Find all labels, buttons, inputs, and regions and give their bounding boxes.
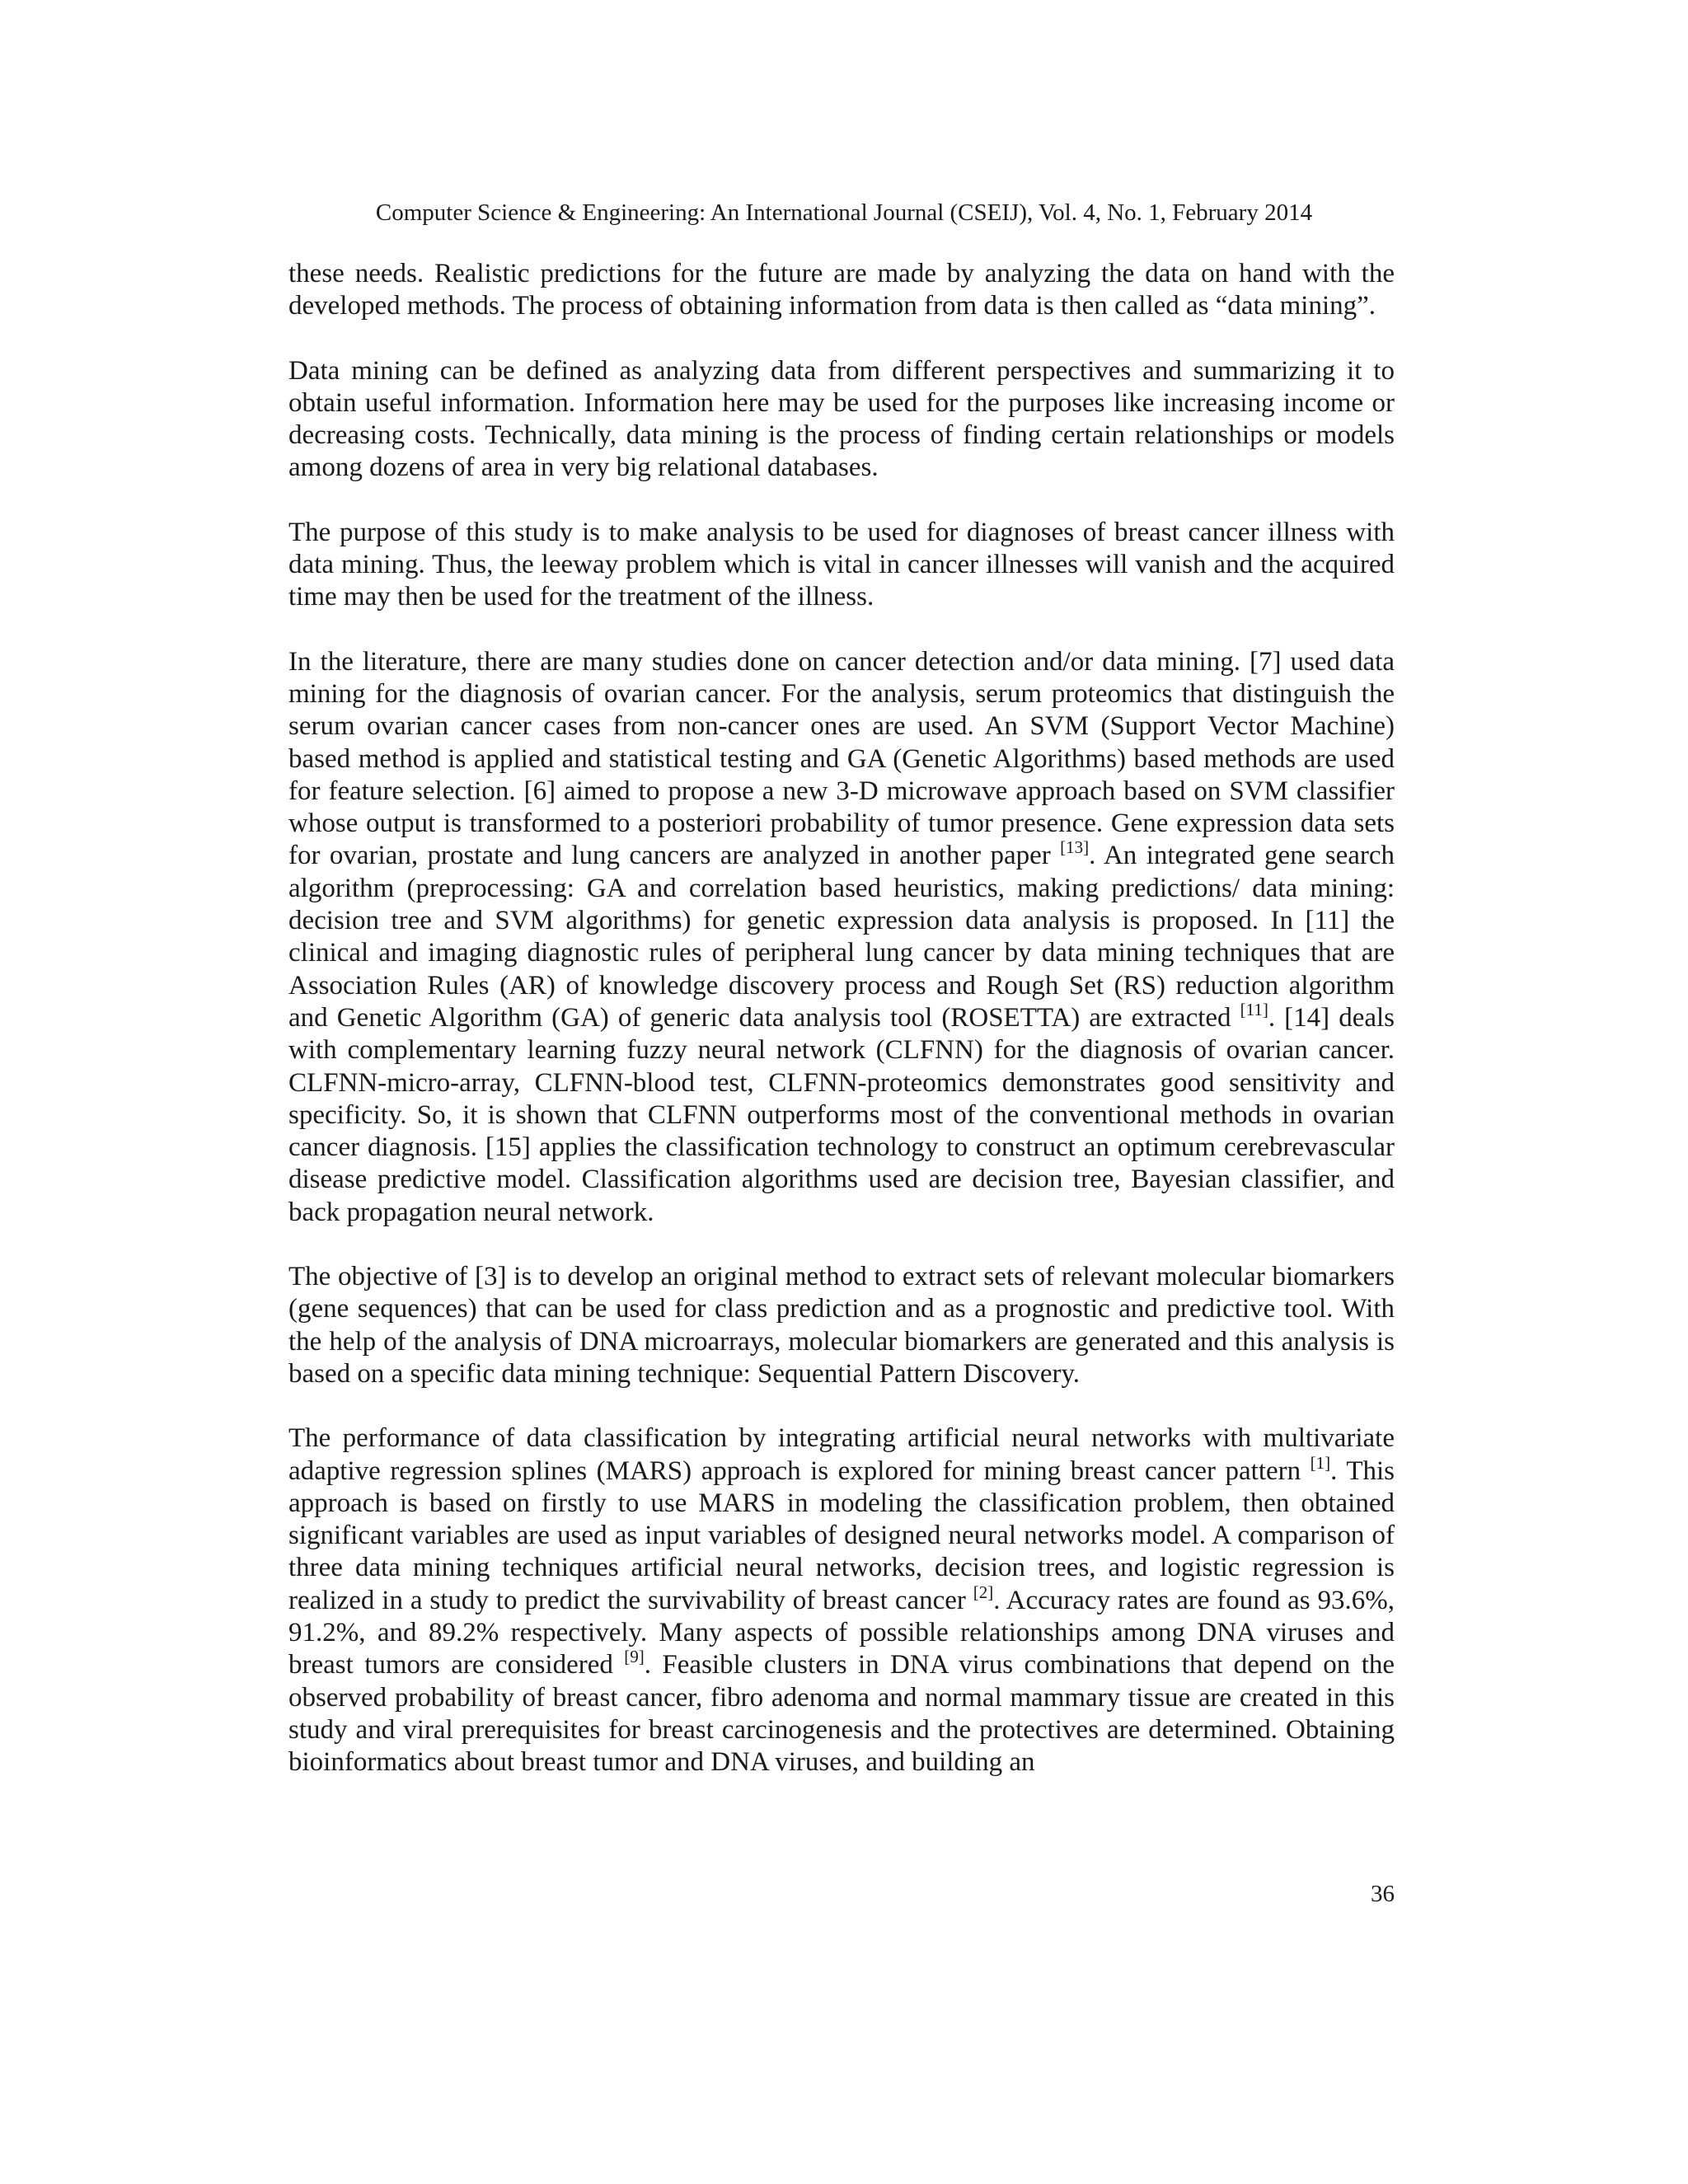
citation-superscript: [9] bbox=[624, 1647, 645, 1667]
paragraph-study-purpose: The purpose of this study is to make analysis to be used for diagnoses of breast cancer illness with data mining. Thus, the leeway problem which is vital in cancer illnesses will vanish and the acquired time may then be used for the treatment of the illness. bbox=[288, 517, 1395, 612]
text-segment: . Feasible clusters in DNA virus combinations that depend on the observed probability of breast cancer, fibro adenoma and normal mammary tissue are created in this study and viral prerequisites for breast carcinogenesis and the protectives are determined. Obtaining bioinformatics about breast tumor and DNA viruses, and building an bbox=[288, 1650, 1395, 1778]
citation-superscript: [13] bbox=[1060, 837, 1090, 858]
paragraph-intro-continuation: these needs. Realistic predictions for the future are made by analyzing the data on hand with the developed methods. The process of obtaining information from data is then called as “data mining”. bbox=[288, 259, 1395, 321]
text-segment: . Accuracy rates are found as 93.6%, 91.2%, and 89.2% respectively. Many aspects of possible relationships among DNA viruses and breast tumors are considered bbox=[288, 1585, 1395, 1680]
page-number: 36 bbox=[1371, 1881, 1395, 1907]
text-segment: . An integrated gene search algorithm (preprocessing: GA and correlation based heuristics, making predictions/ data mining: decision tree and SVM algorithms) for genetic expression data analysis is proposed. In [11] the clinical and imaging diagnostic rules of peripheral lung cancer by data mining techniques that are Association Rules (AR) of knowledge discovery process and Rough Set (RS) reduction algorithm and Genetic Algorithm (GA) of generic data analysis tool (ROSETTA) are extracted bbox=[288, 841, 1395, 1033]
paragraph-biomarkers: The objective of [3] is to develop an original method to extract sets of relevant molecular biomarkers (gene sequences) that can be used for class prediction and as a prognostic and predictive tool. With the help of the analysis of DNA microarrays, molecular biomarkers are generated and this analysis is based on a specific data mining technique: Sequential Pattern Discovery. bbox=[288, 1262, 1395, 1389]
paragraph-data-mining-definition: Data mining can be defined as analyzing data from different perspectives and summarizing it to obtain useful information. Information here may be used for the purposes like increasing income or decreasing costs. Technically, data mining is the process of finding certain relationships or models among dozens of area in very big relational databases. bbox=[288, 355, 1395, 483]
text-segment: The performance of data classification by integrating artificial neural networks with multivariate adaptive regression splines (MARS) approach is explored for mining breast cancer pattern bbox=[288, 1423, 1395, 1486]
citation-superscript: [2] bbox=[973, 1582, 994, 1602]
citation-superscript: [1] bbox=[1310, 1452, 1331, 1473]
text-segment: . [14] deals with complementary learning fuzzy neural network (CLFNN) for the diagnosis of ovarian cancer. CLFNN-micro-array, CLFNN-blood test, CLFNN-proteomics demonstrates good sensitivity and specificity. So, it is shown that CLFNN outperforms most of the conventional methods in ovarian cancer diagnosis. [15] applies the classification technology to construct an optimum cerebrevascular disease predictive model. Classification algorithms used are decision tree, Bayesian classifier, and back propagation neural network. bbox=[288, 1002, 1395, 1227]
paragraph-classification-performance bbox=[288, 1422, 1395, 1779]
citation-superscript: [11] bbox=[1240, 999, 1268, 1019]
text-segment: . This approach is based on firstly to use MARS in modeling the classification problem, then obtained significant variables are used as input variables of designed neural networks model. A comparison of three data mining techniques artificial neural networks, decision trees, and logistic regression is realized in a study to predict the survivability of breast cancer bbox=[288, 1455, 1395, 1615]
article-body bbox=[288, 258, 1395, 1779]
text-segment: In the literature, there are many studies done on cancer detection and/or data mining. [7] used data mining for the diagnosis of ovarian cancer. For the analysis, serum proteomics that distinguish the serum ovarian cancer cases from non-cancer ones are used. An SVM (Support Vector Machine) based method is applied and statistical testing and GA (Genetic Algorithms) based methods are used for feature selection. [6] aimed to propose a new 3-D microwave approach based on SVM classifier whose output is transformed to a posteriori probability of tumor presence. Gene expression data sets for ovarian, prostate and lung cancers are analyzed in another paper bbox=[288, 646, 1395, 871]
running-header: Computer Science & Engineering: An International Journal (CSEIJ), Vol. 4, No. 1, February 2014 bbox=[375, 199, 1313, 226]
paragraph-literature-review bbox=[288, 646, 1395, 1229]
